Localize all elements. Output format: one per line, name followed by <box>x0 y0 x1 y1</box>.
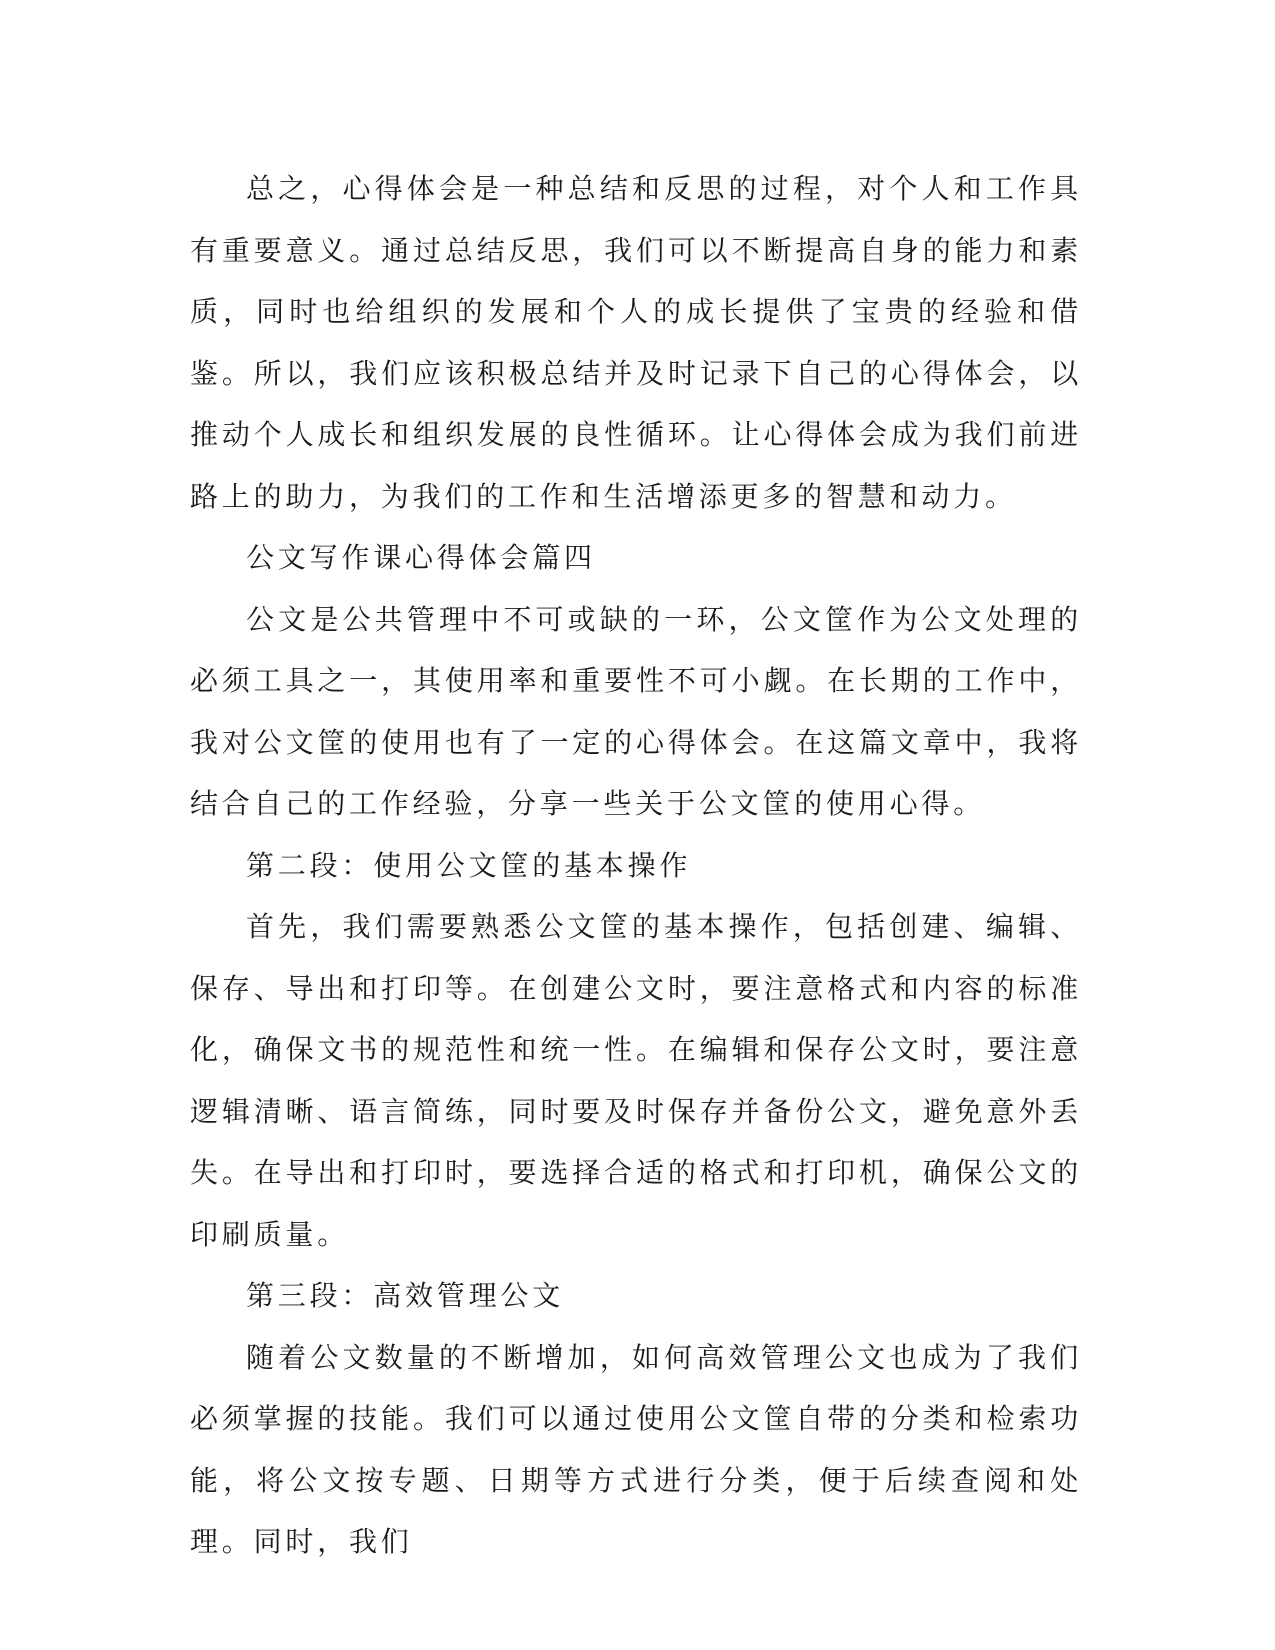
paragraph-conclusion: 总之，心得体会是一种总结和反思的过程，对个人和工作具有重要意义。通过总结反思，我们可以不断提高自身的能力和素质，同时也给组织的发展和个人的成长提供了宝贵的经验和借鉴。所以，我们应该积极总结并及时记录下自己的心得体会，以推动个人成长和组织发展的良性循环。让心得体会成为我们前进路上的助力，为我们的工作和生活增添更多的智慧和动力。 <box>190 172 1082 513</box>
section-heading-part-four: 公文写作课心得体会篇四 <box>246 541 596 574</box>
paragraph-basic-operations: 首先，我们需要熟悉公文筐的基本操作，包括创建、编辑、保存、导出和打印等。在创建公文时，要注意格式和内容的标准化，确保文书的规范性和统一性。在编辑和保存公文时，要注意逻辑清晰、语言简练，同时要及时保存并备份公文，避免意外丢失。在导出和打印时，要选择合适的格式和打印机，确保公文的印刷质量。 <box>190 910 1082 1251</box>
section-heading-efficient-management: 第三段：高效管理公文 <box>246 1279 565 1312</box>
document-body <box>190 158 1082 1573</box>
section-heading-basic-operations: 第二段：使用公文筐的基本操作 <box>246 848 692 882</box>
paragraph-efficient-management: 随着公文数量的不断增加，如何高效管理公文也成为了我们必须掌握的技能。我们可以通过使用公文筐自带的分类和检索功能，将公文按专题、日期等方式进行分类，便于后续查阅和处理。同时，我们 <box>190 1340 1082 1558</box>
paragraph-intro: 公文是公共管理中不可或缺的一环，公文筐作为公文处理的必须工具之一，其使用率和重要性不可小觑。在长期的工作中，我对公文筐的使用也有了一定的心得体会。在这篇文章中，我将结合自己的工作经验，分享一些关于公文筐的使用心得。 <box>190 602 1082 820</box>
